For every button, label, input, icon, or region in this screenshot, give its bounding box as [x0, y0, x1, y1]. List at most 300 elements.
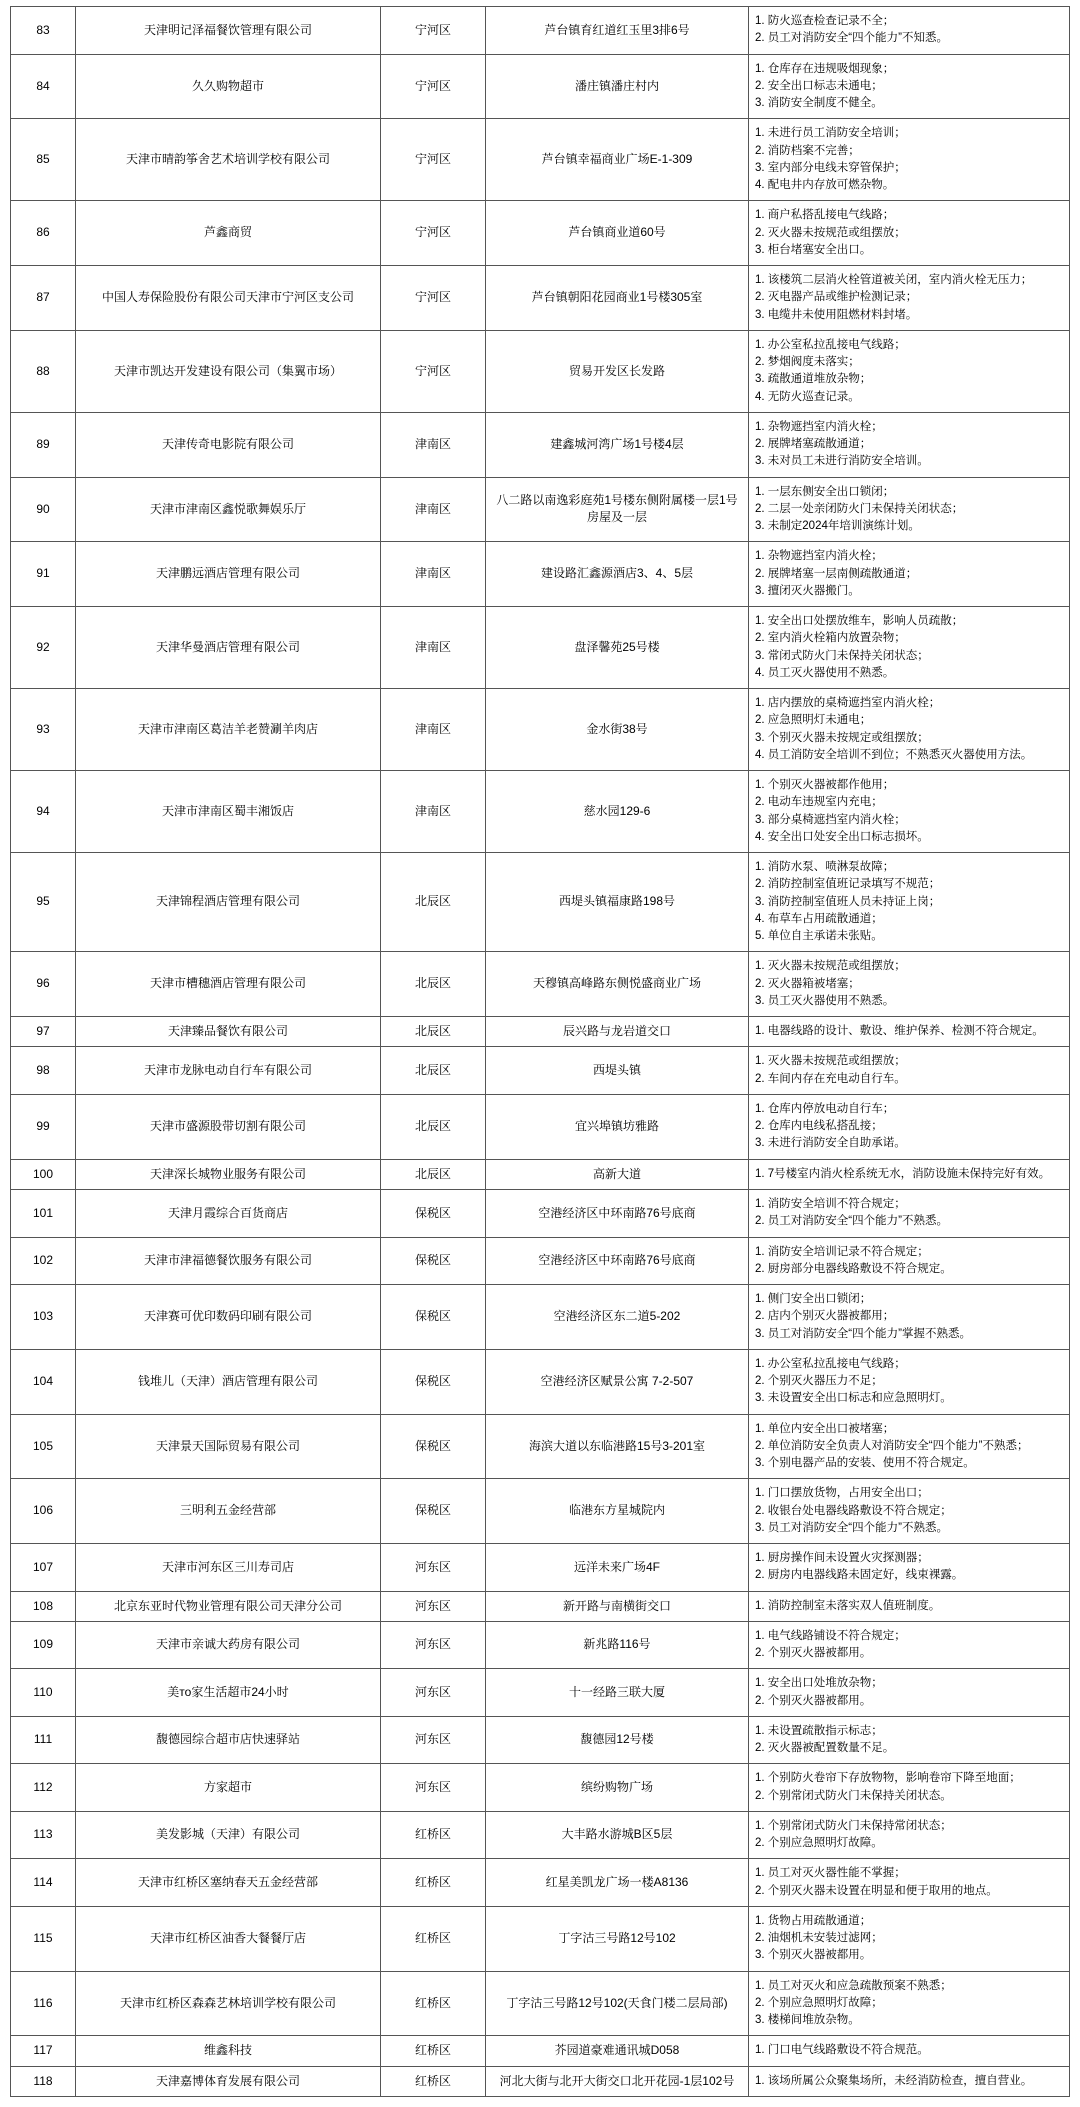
cell-district: 宁河区	[381, 119, 486, 201]
cell-address: 空港经济区赋景公寓 7-2-507	[486, 1349, 749, 1414]
issue-line: 1. 员工对灭火器性能不掌握；	[755, 1867, 906, 1880]
issue-line: 2. 员工对消防安全“四个能力”不知悉。	[755, 32, 948, 45]
cell-address: 建鑫城河湾广场1号楼4层	[486, 412, 749, 477]
cell-unit-name: 天津市红桥区油香大餐餐厅店	[76, 1906, 381, 1971]
cell-issues	[749, 1716, 1070, 1764]
cell-address: 红星美凯龙广场一楼A8136	[486, 1859, 749, 1907]
issue-line: 2. 梦烟阀度未落实；	[755, 356, 860, 368]
issue-line: 1. 安全出口处摆放维车，影响人员疏散；	[755, 615, 964, 627]
cell-index: 109	[11, 1621, 76, 1669]
cell-address: 辰兴路与龙岩道交口	[486, 1017, 749, 1047]
cell-issues	[749, 853, 1070, 952]
issue-line: 1. 门口电气线路敷设不符合规范。	[755, 2044, 929, 2057]
table-row	[11, 1047, 1070, 1095]
cell-district: 保税区	[381, 1349, 486, 1414]
issue-line: 1. 仓库内停放电动自行车；	[755, 1102, 895, 1115]
cell-unit-name: 天津鹏远酒店管理有限公司	[76, 542, 381, 607]
cell-district: 河东区	[381, 1716, 486, 1764]
cell-address: 芦台镇商业道60号	[486, 201, 749, 266]
cell-issues	[749, 477, 1070, 542]
cell-issues	[749, 1544, 1070, 1592]
issue-line: 3. 擅闭灭火器搬门。	[755, 584, 860, 597]
cell-unit-name: 天津市津福德餐饮服务有限公司	[76, 1237, 381, 1285]
cell-address: 芥园道豪难通讯城D058	[486, 2036, 749, 2066]
table-row	[11, 952, 1070, 1017]
cell-address: 空港经济区东二道5-202	[486, 1285, 749, 1350]
cell-district: 宁河区	[381, 330, 486, 412]
issue-line: 3. 个别电器产品的安装、使用不符合规定。	[755, 1457, 975, 1470]
cell-district: 津南区	[381, 412, 486, 477]
issue-line: 2. 单位消防安全负责人对消防安全“四个能力”不熟悉；	[755, 1439, 1029, 1452]
table-row	[11, 119, 1070, 201]
issue-line: 3. 员工对消防安全“四个能力”不熟悉。	[755, 1521, 948, 1534]
cell-address: 临港东方星城院内	[486, 1479, 749, 1544]
issue-line: 2. 安全出口标志未通电；	[755, 79, 883, 92]
cell-index: 95	[11, 853, 76, 952]
cell-district: 红桥区	[381, 1859, 486, 1907]
issue-line: 1. 办公室私拉乱接电气线路；	[755, 338, 906, 351]
cell-index: 92	[11, 607, 76, 689]
cell-district: 河东区	[381, 1764, 486, 1812]
cell-address: 潘庄镇潘庄村内	[486, 54, 749, 119]
cell-issues	[749, 1971, 1070, 2036]
issue-line: 2. 二层一处亲闭防火门未保持关闭状态；	[755, 502, 964, 515]
issue-line: 3. 员工对消防安全“四个能力”掌握不熟悉。	[755, 1327, 971, 1340]
issue-line: 2. 个别灭火器未设置在明显和便于取用的地点。	[755, 1884, 998, 1897]
issue-line: 2. 车间内存在充电动自行车。	[755, 1072, 906, 1085]
cell-address: 海滨大道以东临港路15号3-201室	[486, 1414, 749, 1479]
cell-unit-name: 天津锦程酒店管理有限公司	[76, 853, 381, 952]
cell-index: 111	[11, 1716, 76, 1764]
cell-unit-name: 天津市红桥区森森艺林培训学校有限公司	[76, 1971, 381, 2036]
issue-line: 3. 电缆井未使用阻燃材料封堵。	[755, 308, 918, 321]
cell-district: 红桥区	[381, 1906, 486, 1971]
cell-unit-name: 北京东亚时代物业管理有限公司天津分公司	[76, 1591, 381, 1621]
issue-line: 4. 安全出口处安全出口标志损坏。	[755, 830, 929, 843]
cell-address: 贸易开发区长发路	[486, 330, 749, 412]
issue-line: 3. 室内部分电线未穿管保护；	[755, 161, 906, 174]
cell-address: 芦台镇幸福商业广场E-1-309	[486, 119, 749, 201]
cell-issues	[749, 266, 1070, 331]
issue-line: 3. 个别灭火器被都用。	[755, 1949, 872, 1962]
cell-issues	[749, 1811, 1070, 1859]
cell-issues	[749, 1349, 1070, 1414]
cell-address: 西堤头镇福康路198号	[486, 853, 749, 952]
cell-district: 红桥区	[381, 2036, 486, 2066]
cell-unit-name: 天津市津南区葛洁羊老赞涮羊肉店	[76, 689, 381, 771]
issue-line: 4. 无防火巡查记录。	[755, 390, 860, 403]
cell-index: 89	[11, 412, 76, 477]
cell-address: 新兆路116号	[486, 1621, 749, 1669]
issue-line: 1. 门口摆放货物，占用安全出口；	[755, 1487, 929, 1500]
issue-line: 2. 个别灭火器被都用。	[755, 1647, 872, 1660]
issue-line: 1. 7号楼室内消火栓系统无水，消防设施未保持完好有效。	[755, 1167, 1051, 1180]
issue-line: 1. 个别常闭式防火门未保持常闭状态；	[755, 1819, 952, 1832]
cell-index: 83	[11, 7, 76, 55]
cell-address: 宜兴埠镇坊雅路	[486, 1094, 749, 1159]
cell-unit-name: 天津华曼酒店管理有限公司	[76, 607, 381, 689]
cell-issues	[749, 1159, 1070, 1189]
cell-address: 高新大道	[486, 1159, 749, 1189]
issue-line: 1. 消防控制室未落实双人值班制度。	[755, 1599, 941, 1612]
cell-index: 88	[11, 330, 76, 412]
issue-line: 3. 柜台堵塞安全出口。	[755, 243, 872, 256]
issue-line: 2. 收银台处电器线路敷设不符合规定；	[755, 1504, 952, 1517]
cell-unit-name: 天津市晴韵筝舍艺术培训学校有限公司	[76, 119, 381, 201]
cell-issues	[749, 1621, 1070, 1669]
cell-district: 保税区	[381, 1479, 486, 1544]
table-row	[11, 1237, 1070, 1285]
issue-line: 2. 展牌堵塞一层南侧疏散通道；	[755, 567, 918, 580]
cell-district: 河东区	[381, 1669, 486, 1717]
issue-line: 1. 灭火器未按规范或组摆放；	[755, 960, 906, 973]
issue-line: 3. 未制定2024年培训演练计划。	[755, 520, 920, 532]
issue-line: 1. 电器线路的设计、敷设、维护保养、检测不符合规定。	[755, 1025, 1044, 1038]
issue-line: 1. 防火巡查检查记录不全；	[755, 15, 895, 27]
cell-district: 津南区	[381, 477, 486, 542]
cell-district: 河东区	[381, 1621, 486, 1669]
cell-address: 西堤头镇	[486, 1047, 749, 1095]
issue-line: 2. 厨房部分电器线路敷设不符合规定。	[755, 1262, 952, 1275]
table-row	[11, 607, 1070, 689]
issue-line: 4. 配电井内存放可燃杂物。	[755, 179, 895, 191]
cell-issues	[749, 1190, 1070, 1238]
cell-issues	[749, 54, 1070, 119]
cell-issues	[749, 1285, 1070, 1350]
cell-district: 津南区	[381, 607, 486, 689]
cell-issues	[749, 1669, 1070, 1717]
cell-index: 116	[11, 1971, 76, 2036]
cell-district: 北辰区	[381, 1047, 486, 1095]
table-row	[11, 2036, 1070, 2066]
cell-index: 118	[11, 2066, 76, 2096]
cell-district: 津南区	[381, 771, 486, 853]
cell-unit-name: 天津嘉博体育发展有限公司	[76, 2066, 381, 2096]
cell-index: 101	[11, 1190, 76, 1238]
cell-issues	[749, 1414, 1070, 1479]
table-row	[11, 1414, 1070, 1479]
table-body	[11, 7, 1070, 2097]
issue-line: 5. 单位自主承诺未张贴。	[755, 930, 883, 942]
issue-line: 3. 楼梯间堆放杂物。	[755, 2014, 860, 2027]
cell-index: 93	[11, 689, 76, 771]
table-row	[11, 771, 1070, 853]
cell-address: 慈水园129-6	[486, 771, 749, 853]
issue-line: 2. 应急照明灯未通电；	[755, 714, 872, 727]
issue-line: 1. 该楼筑二层消火栓管道被关闭，室内消火栓无压力；	[755, 274, 1033, 286]
table-row	[11, 1591, 1070, 1621]
cell-issues	[749, 542, 1070, 607]
table-row	[11, 853, 1070, 952]
cell-unit-name: 天津市凯达开发建设有限公司（集翼市场）	[76, 330, 381, 412]
cell-issues	[749, 2066, 1070, 2096]
issue-line: 2. 灭火器被配置数量不足。	[755, 1742, 895, 1755]
issue-line: 1. 办公室私拉乱接电气线路；	[755, 1357, 906, 1370]
table-row	[11, 7, 1070, 55]
issue-line: 1. 个别灭火器被都作他用；	[755, 779, 895, 791]
cell-address: 丁字沽三号路12号102	[486, 1906, 749, 1971]
cell-unit-name: 三明利五金经营部	[76, 1479, 381, 1544]
cell-unit-name: 天津深长城物业服务有限公司	[76, 1159, 381, 1189]
cell-unit-name: 天津赛可优印数码印刷有限公司	[76, 1285, 381, 1350]
cell-index: 91	[11, 542, 76, 607]
cell-district: 保税区	[381, 1285, 486, 1350]
issue-line: 1. 个别防火卷帘下存放物物，影响卷帘下降至地面；	[755, 1772, 1021, 1785]
cell-unit-name: 天津市津南区蜀丰湘饭店	[76, 771, 381, 853]
cell-index: 114	[11, 1859, 76, 1907]
cell-address: 空港经济区中环南路76号底商	[486, 1190, 749, 1238]
table-row	[11, 1094, 1070, 1159]
cell-address: 远洋未来广场4F	[486, 1544, 749, 1592]
issue-line: 3. 常闭式防火门未保持关闭状态；	[755, 649, 929, 662]
issue-line: 1. 该场所属公众聚集场所，未经消防检查，擅自营业。	[755, 2074, 1033, 2087]
cell-unit-name: 方家超市	[76, 1764, 381, 1812]
table-row	[11, 1159, 1070, 1189]
cell-district: 北辰区	[381, 853, 486, 952]
cell-unit-name: 天津月霞综合百货商店	[76, 1190, 381, 1238]
issue-line: 3. 疏散通道堆放杂物；	[755, 373, 872, 386]
cell-unit-name: 久久购物超市	[76, 54, 381, 119]
cell-index: 113	[11, 1811, 76, 1859]
cell-issues	[749, 1094, 1070, 1159]
cell-address: 大丰路水游城B区5层	[486, 1811, 749, 1859]
issue-line: 2. 个别灭火器被都用。	[755, 1694, 872, 1707]
cell-index: 94	[11, 771, 76, 853]
table-row	[11, 266, 1070, 331]
cell-district: 红桥区	[381, 1971, 486, 2036]
cell-unit-name: 芦鑫商贸	[76, 201, 381, 266]
cell-unit-name: 天津市龙脉电动自行车有限公司	[76, 1047, 381, 1095]
issue-line: 2. 厨房内电器线路未固定好，线束裸露。	[755, 1569, 964, 1582]
issue-line: 1. 电气线路铺设不符合规定；	[755, 1629, 906, 1642]
cell-index: 112	[11, 1764, 76, 1812]
issue-line: 1. 灭火器未按规范或组摆放；	[755, 1055, 906, 1068]
cell-unit-name: 天津市亲诚大药房有限公司	[76, 1621, 381, 1669]
cell-issues	[749, 2036, 1070, 2066]
table-row	[11, 1669, 1070, 1717]
issue-line: 2. 消防控制室值班记录填写不规范；	[755, 878, 941, 891]
cell-index: 110	[11, 1669, 76, 1717]
cell-issues	[749, 689, 1070, 771]
cell-unit-name: 天津市槽穗酒店管理有限公司	[76, 952, 381, 1017]
table-row	[11, 1971, 1070, 2036]
table-row	[11, 1285, 1070, 1350]
cell-address: 河北大街与北开大街交口北开花园-1层102号	[486, 2066, 749, 2096]
issue-line: 3. 员工灭火器使用不熟悉。	[755, 994, 895, 1007]
cell-unit-name: 天津市河东区三川寿司店	[76, 1544, 381, 1592]
issue-line: 1. 单位内安全出口被堵塞；	[755, 1422, 895, 1435]
issue-line: 3. 部分桌椅遮挡室内消火栓；	[755, 813, 906, 826]
cell-district: 津南区	[381, 689, 486, 771]
issue-line: 3. 未进行消防安全自助承诺。	[755, 1137, 906, 1150]
issue-line: 2. 员工对消防安全“四个能力”不熟悉。	[755, 1215, 948, 1228]
cell-district: 宁河区	[381, 54, 486, 119]
cell-issues	[749, 1047, 1070, 1095]
issue-line: 1. 侧门安全出口锁闭；	[755, 1293, 872, 1306]
issue-line: 3. 消防安全制度不健全。	[755, 97, 883, 109]
table-row	[11, 1621, 1070, 1669]
cell-unit-name: 中国人寿保险股份有限公司天津市宁河区支公司	[76, 266, 381, 331]
cell-issues	[749, 1479, 1070, 1544]
table-row	[11, 542, 1070, 607]
cell-unit-name: 天津市红桥区塞纳春天五金经营部	[76, 1859, 381, 1907]
cell-address: 金水街38号	[486, 689, 749, 771]
cell-index: 104	[11, 1349, 76, 1414]
cell-issues	[749, 330, 1070, 412]
issue-line: 1. 仓库存在违规吸烟现象；	[755, 62, 895, 75]
cell-district: 北辰区	[381, 1159, 486, 1189]
table-row	[11, 1349, 1070, 1414]
cell-index: 102	[11, 1237, 76, 1285]
cell-index: 90	[11, 477, 76, 542]
cell-unit-name: 天津市盛源股带切割有限公司	[76, 1094, 381, 1159]
cell-index: 106	[11, 1479, 76, 1544]
cell-index: 87	[11, 266, 76, 331]
cell-district: 宁河区	[381, 201, 486, 266]
table-row	[11, 1859, 1070, 1907]
table-row	[11, 477, 1070, 542]
cell-issues	[749, 1237, 1070, 1285]
issue-line: 2. 展牌堵塞疏散通道；	[755, 438, 872, 450]
cell-district: 北辰区	[381, 1094, 486, 1159]
cell-index: 100	[11, 1159, 76, 1189]
cell-address: 丁字沽三号路12号102(天食门楼二层局部)	[486, 1971, 749, 2036]
issue-line: 2. 灭电器产品或维护检测记录；	[755, 291, 918, 304]
cell-unit-name: 天津臻品餐饮有限公司	[76, 1017, 381, 1047]
issue-line: 2. 仓库内电线私搭乱接；	[755, 1120, 883, 1133]
issue-line: 3. 未对员工未进行消防安全培训。	[755, 455, 929, 468]
cell-index: 85	[11, 119, 76, 201]
cell-index: 117	[11, 2036, 76, 2066]
cell-address: 十一经路三联大厦	[486, 1669, 749, 1717]
issue-line: 1. 店内摆放的桌椅遮挡室内消火栓；	[755, 697, 941, 709]
table-row	[11, 201, 1070, 266]
issue-line: 1. 一层东侧安全出口锁闭；	[755, 485, 895, 498]
table-row	[11, 412, 1070, 477]
issue-line: 2. 店内个别灭火器被都用；	[755, 1310, 895, 1323]
cell-address: 八二路以南逸彩庭苑1号楼东侧附属楼一层1号房屋及一层	[486, 477, 749, 542]
cell-unit-name: 天津明记泽福餐饮管理有限公司	[76, 7, 381, 55]
issue-line: 1. 商户私搭乱接电气线路；	[755, 209, 895, 222]
cell-issues	[749, 1764, 1070, 1812]
cell-issues	[749, 1591, 1070, 1621]
cell-unit-name: 天津景天国际贸易有限公司	[76, 1414, 381, 1479]
cell-issues	[749, 412, 1070, 477]
cell-index: 105	[11, 1414, 76, 1479]
issue-line: 2. 个别常闭式防火门未保持关闭状态。	[755, 1789, 952, 1802]
cell-district: 北辰区	[381, 1017, 486, 1047]
issue-line: 4. 布草车占用疏散通道；	[755, 912, 883, 925]
cell-unit-name: 钱堆儿（天津）酒店管理有限公司	[76, 1349, 381, 1414]
issue-line: 2. 个别应急照明灯故障；	[755, 1996, 883, 2009]
issue-line: 3. 个别灭火器未按规定或组摆放；	[755, 731, 929, 744]
cell-unit-name: 馥德园综合超市店快速驿站	[76, 1716, 381, 1764]
table-row	[11, 1716, 1070, 1764]
issue-line: 2. 灭火器未按规范或组摆放；	[755, 226, 906, 239]
cell-district: 宁河区	[381, 7, 486, 55]
issue-line: 1. 未进行员工消防安全培训；	[755, 127, 906, 140]
cell-district: 河东区	[381, 1591, 486, 1621]
cell-unit-name: 天津传奇电影院有限公司	[76, 412, 381, 477]
cell-address: 空港经济区中环南路76号底商	[486, 1237, 749, 1285]
issue-line: 2. 油烟机未安装过滤网；	[755, 1932, 883, 1945]
issue-line: 1. 货物占用疏散通道；	[755, 1914, 872, 1927]
cell-index: 99	[11, 1094, 76, 1159]
cell-district: 津南区	[381, 542, 486, 607]
cell-index: 107	[11, 1544, 76, 1592]
issue-line: 1. 厨房操作间未设置火灾探测器；	[755, 1552, 929, 1565]
cell-unit-name: 美то家生活超市24小时	[76, 1669, 381, 1717]
issue-line: 1. 员工对灭火和应急疏散预案不熟悉；	[755, 1979, 952, 1992]
issue-line: 2. 室内消火栓箱内放置杂物；	[755, 632, 906, 645]
issue-line: 4. 员工灭火器使用不熟悉。	[755, 666, 895, 679]
cell-address: 芦台镇朝阳花园商业1号楼305室	[486, 266, 749, 331]
cell-address: 缤纷购物广场	[486, 1764, 749, 1812]
cell-index: 84	[11, 54, 76, 119]
table-row	[11, 54, 1070, 119]
cell-issues	[749, 119, 1070, 201]
issue-line: 2. 灭火器箱被堵塞；	[755, 977, 860, 990]
cell-issues	[749, 201, 1070, 266]
issue-line: 1. 未设置疏散指示标志；	[755, 1724, 883, 1737]
issue-line: 2. 电动车违规室内充电；	[755, 796, 883, 809]
table-row	[11, 1017, 1070, 1047]
cell-district: 北辰区	[381, 952, 486, 1017]
cell-index: 96	[11, 952, 76, 1017]
table-row	[11, 1764, 1070, 1812]
table-row	[11, 1906, 1070, 1971]
cell-address: 建设路汇鑫源酒店3、4、5层	[486, 542, 749, 607]
issue-line: 4. 员工消防安全培训不到位；不熟悉灭火器使用方法。	[755, 748, 1033, 761]
cell-index: 86	[11, 201, 76, 266]
cell-district: 红桥区	[381, 2066, 486, 2096]
cell-address: 盘泽馨苑25号楼	[486, 607, 749, 689]
cell-index: 98	[11, 1047, 76, 1095]
cell-issues	[749, 607, 1070, 689]
issue-line: 3. 未设置安全出口标志和应急照明灯。	[755, 1392, 952, 1405]
issue-line: 3. 消防控制室值班人员未持证上岗；	[755, 895, 941, 908]
cell-issues	[749, 7, 1070, 55]
cell-address: 芦台镇育红道红玉里3排6号	[486, 7, 749, 55]
table-row	[11, 1479, 1070, 1544]
cell-issues	[749, 1906, 1070, 1971]
cell-issues	[749, 952, 1070, 1017]
cell-address: 馥德园12号楼	[486, 1716, 749, 1764]
issue-line: 2. 个别应急照明灯故障。	[755, 1837, 883, 1850]
cell-address: 天穆镇高峰路东侧悦盛商业广场	[486, 952, 749, 1017]
issue-line: 1. 杂物遮挡室内消火栓；	[755, 420, 883, 433]
cell-district: 宁河区	[381, 266, 486, 331]
cell-issues	[749, 1017, 1070, 1047]
cell-district: 红桥区	[381, 1811, 486, 1859]
cell-address: 新开路与南横街交口	[486, 1591, 749, 1621]
cell-index: 115	[11, 1906, 76, 1971]
cell-issues	[749, 771, 1070, 853]
cell-district: 河东区	[381, 1544, 486, 1592]
table-row	[11, 689, 1070, 771]
cell-unit-name: 天津市津南区鑫悦歌舞娱乐厅	[76, 477, 381, 542]
cell-index: 108	[11, 1591, 76, 1621]
cell-district: 保税区	[381, 1414, 486, 1479]
issue-line: 1. 消防安全培训不符合规定；	[755, 1198, 906, 1211]
fire-inspection-table	[10, 6, 1070, 2097]
issue-line: 1. 消防安全培训记录不符合规定；	[755, 1245, 929, 1258]
table-row	[11, 1811, 1070, 1859]
cell-district: 保税区	[381, 1190, 486, 1238]
issue-line: 2. 消防档案不完善；	[755, 144, 860, 157]
cell-issues	[749, 1859, 1070, 1907]
table-row	[11, 1190, 1070, 1238]
